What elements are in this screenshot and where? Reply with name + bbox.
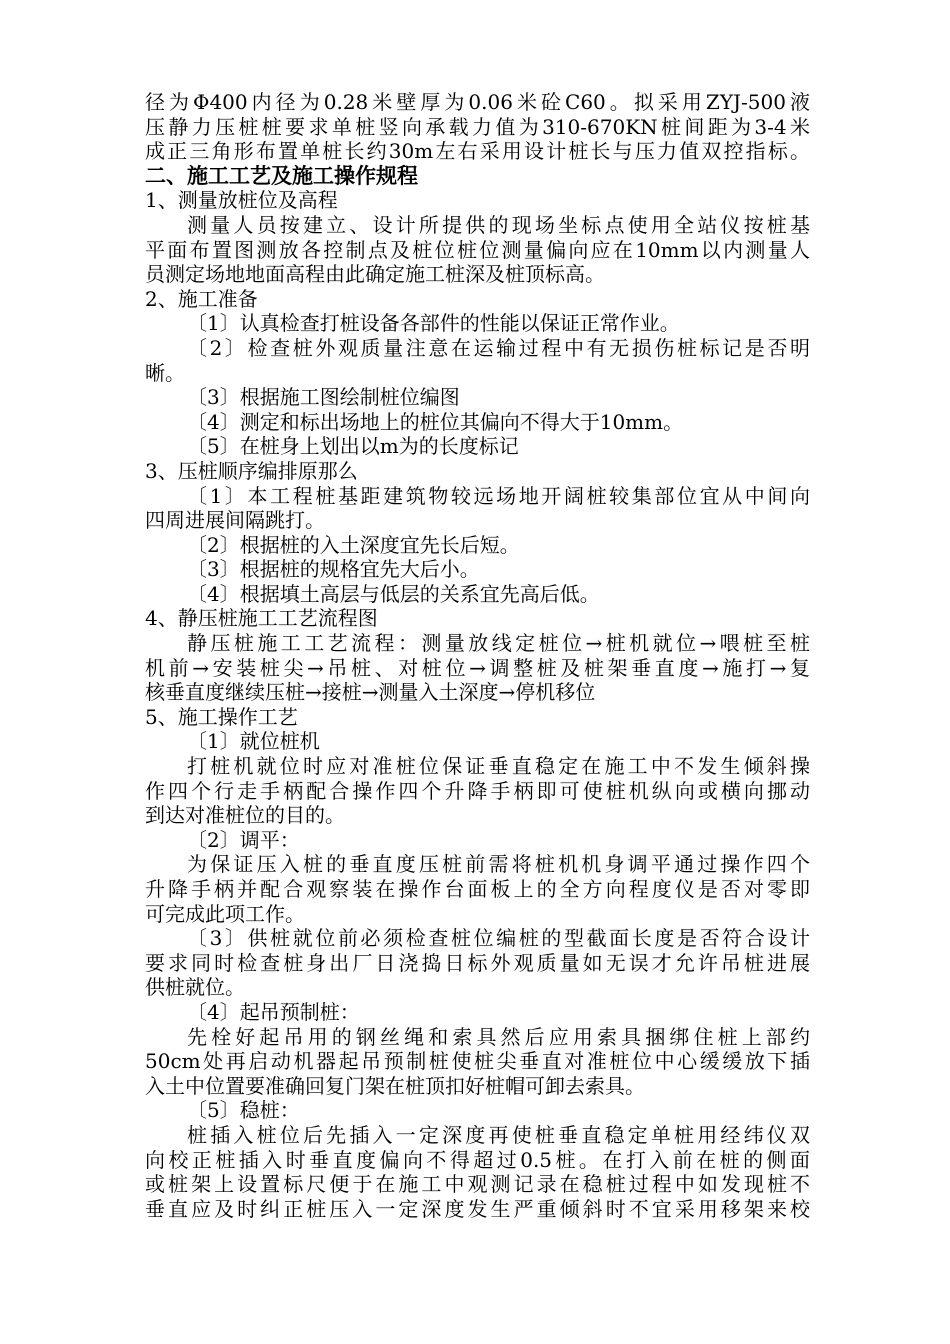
subsection-title: 5、施工操作工艺	[145, 704, 298, 729]
list-item: 〔2〕检查桩外观质量注意在运输过程中有无损伤桩标记是否明	[187, 335, 810, 360]
list-item: 〔4〕测定和标出场地上的桩位其偏向不得大于10mm。	[187, 409, 684, 434]
text-line: 要求同时检查桩身出厂日浇捣日标外观质量如无误才允许吊桩进展	[145, 950, 810, 975]
text-line: 桩插入桩位后先插入一定深度再使桩垂直稳定单桩用经纬仪双	[187, 1122, 810, 1147]
text-line: 静压桩施工工艺流程：测量放线定桩位→桩机就位→喂桩至桩	[187, 631, 810, 656]
list-item: 〔3〕根据施工图绘制桩位编图	[187, 385, 460, 410]
subsection-title: 3、压桩顺序编排原那么	[145, 458, 358, 483]
text-line: 测量人员按建立、设计所提供的现场坐标点使用全站仪按桩基	[187, 212, 810, 237]
document-page	[145, 90, 810, 1221]
text-line: 升降手柄并配合观察装在操作台面板上的全方向程度仪是否对零即	[145, 877, 810, 901]
list-item: 〔4〕起吊预制桩：	[187, 999, 360, 1024]
text-line: 晰。	[145, 360, 185, 385]
subsection-title: 4、静压桩施工工艺流程图	[145, 606, 378, 631]
text-line: 作四个行走手柄配合操作四个升降手柄即可使桩机纵向或横向挪动	[145, 778, 810, 803]
text-line: 入土中位置要准确回复门架在桩顶扣好桩帽可卸去索具。	[145, 1073, 645, 1098]
subsection-title: 1、测量放桩位及高程	[145, 188, 338, 213]
list-item: 〔2〕根据桩的入土深度宜先长后短。	[187, 532, 520, 557]
text-line: 50cm处再启动机器起吊预制桩使桩尖垂直对准桩位中心缓缓放下插	[145, 1049, 810, 1074]
text-line: 供桩就位。	[145, 975, 245, 1000]
text-line: 平面布置图测放各控制点及桩位桩位测量偏向应在10mm以内测量人	[145, 237, 810, 262]
list-item: 〔3〕供桩就位前必须检查桩位编桩的型截面长度是否符合设计	[187, 926, 810, 951]
text-line: 员测定场地地面高程由此确定施工桩深及桩顶标高。	[145, 262, 605, 287]
text-line: 到达对准桩位的目的。	[145, 803, 345, 828]
text-line: 压静力压桩桩要求单桩竖向承载力值为310-670KN桩间距为3-4米	[145, 114, 810, 139]
subsection-title: 2、施工准备	[145, 286, 258, 311]
list-item: 〔1〕本工程桩基距建筑物较远场地开阔桩较集部位宜从中间向	[187, 483, 810, 508]
text-line: 四周进展间隔跳打。	[145, 508, 325, 533]
text-line: 为保证压入桩的垂直度压桩前需将桩机机身调平通过操作四个	[187, 852, 810, 877]
text-line: 垂直应及时纠正桩压入一定深度发生严重倾斜时不宜采用移架来校	[145, 1196, 810, 1221]
list-item: 〔5〕在桩身上划出以m为的长度标记	[187, 434, 519, 459]
list-item: 〔3〕根据桩的规格宜先大后小。	[187, 557, 480, 582]
list-item: 〔1〕就位桩机	[187, 729, 320, 754]
text-line: 机前→安装桩尖→吊桩、对桩位→调整桩及桩架垂直度→施打→复	[145, 655, 810, 680]
text-line: 核垂直度继续压桩→接桩→测量入土深度→停机移位	[145, 680, 596, 705]
text-line: 或桩架上设置标尺便于在施工中观测记录在稳桩过程中如发现桩不	[145, 1172, 810, 1197]
list-item: 〔2〕调平：	[187, 827, 300, 852]
text-line: 成正三角形布置单桩长约30m左右采用设计桩长与压力值双控指标。	[145, 139, 810, 164]
text-line: 径为Φ400内径为0.28米壁厚为0.06米砼C60。拟采用ZYJ-500液	[145, 90, 810, 114]
list-item: 〔5〕稳桩：	[187, 1098, 300, 1123]
text-line: 向校正桩插入时垂直度偏向不得超过0.5桩。在打入前在桩的侧面	[145, 1147, 810, 1172]
text-line: 可完成此项工作。	[145, 901, 305, 926]
section-heading: 二、施工工艺及施工操作规程	[145, 163, 418, 188]
list-item: 〔1〕认真检查打桩设备各部件的性能以保证正常作业。	[187, 311, 680, 336]
text-line: 先栓好起吊用的钢丝绳和索具然后应用索具捆绑住桩上部约	[187, 1024, 810, 1049]
list-item: 〔4〕根据填土高层与低层的关系宜先高后低。	[187, 581, 600, 606]
text-line: 打桩机就位时应对准桩位保证垂直稳定在施工中不发生倾斜操	[187, 754, 810, 779]
